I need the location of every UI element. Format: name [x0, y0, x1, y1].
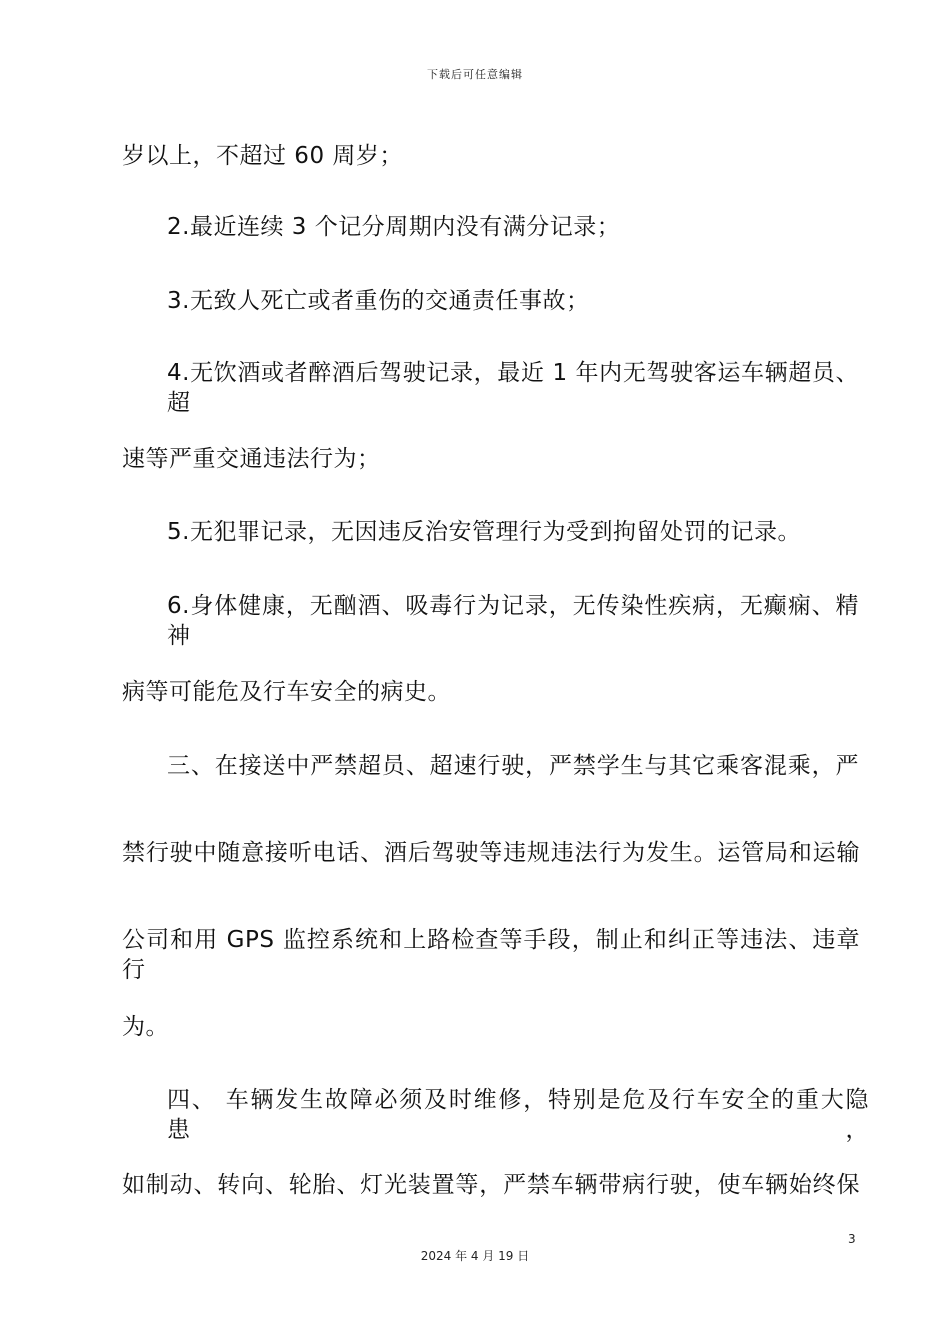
body-line: 如制动、转向、轮胎、灯光装置等，严禁车辆带病行驶，使车辆始终保 — [122, 1172, 860, 1198]
body-line: 5.无犯罪记录，无因违反治安管理行为受到拘留处罚的记录。 — [167, 519, 801, 545]
body-line: 病等可能危及行车安全的病史。 — [122, 679, 451, 705]
body-line: 岁以上，不超过 60 周岁； — [122, 143, 403, 169]
body-line: 3.无致人死亡或者重伤的交通责任事故； — [167, 288, 590, 314]
body-line: 6.身体健康，无酗酒、吸毒行为记录，无传染性疾病，无癫痫、精神 — [167, 593, 859, 649]
body-line: 2.最近连续 3 个记分周期内没有满分记录； — [167, 214, 621, 240]
body-line: 四、 车辆发生故障必须及时维修，特别是危及行车安全的重大隐患， — [167, 1087, 869, 1143]
header-note: 下载后可任意编辑 — [427, 68, 523, 81]
body-line: 公司和用 GPS 监控系统和上路检查等手段，制止和纠正等违法、违章行 — [122, 927, 860, 983]
footer-date: 2024 年 4 月 19 日 — [420, 1249, 530, 1263]
body-line: 速等严重交通违法行为； — [122, 446, 381, 472]
body-line: 三、在接送中严禁超员、超速行驶，严禁学生与其它乘客混乘，严 — [167, 753, 859, 779]
body-line: 4.无饮酒或者醉酒后驾驶记录，最近 1 年内无驾驶客运车辆超员、超 — [167, 360, 859, 416]
body-line: 禁行驶中随意接听电话、酒后驾驶等违规违法行为发生。运管局和运输 — [122, 840, 860, 866]
body-line: 为。 — [122, 1014, 169, 1040]
page-number: 3 — [848, 1232, 856, 1246]
